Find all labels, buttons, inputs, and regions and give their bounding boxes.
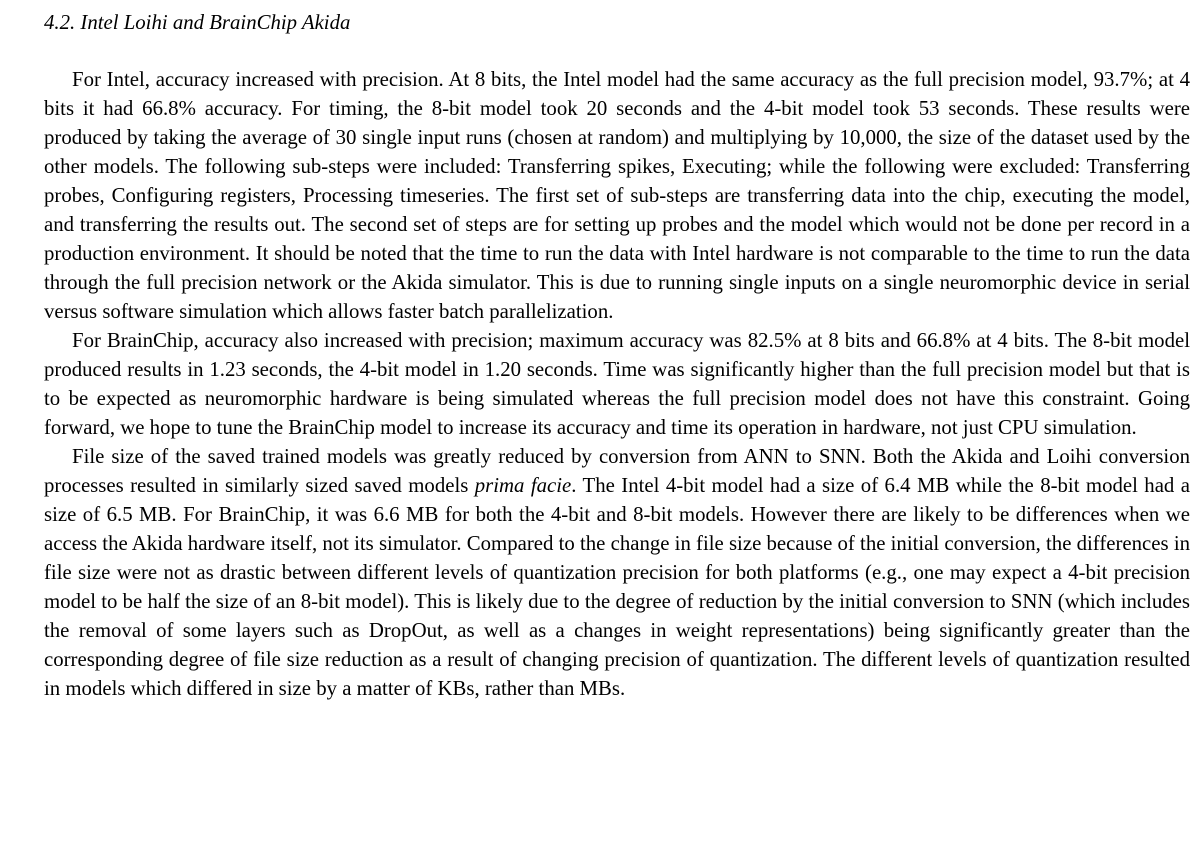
- paragraph-intel-results: For Intel, accuracy increased with precision. At 8 bits, the Intel model had the same accuracy as the full precision model, 93.7%; at 4 bits it had 66.8% accuracy. For timing, the 8-bit model took 20 seconds and the 4-bit model took 53 seconds. These results were produced by taking the average of 30 single input runs (chosen at random) and multiplying by 10,000, the size of the dataset used by the other models. The following sub-steps were included: Transferring spikes, Executing; while the following were excluded: Transferring probes, Configuring registers, Processing timeseries. The first set of sub-steps are transferring data into the chip, executing the model, and transferring the results out. The second set of steps are for setting up probes and the model which would not be done per record in a production environment. It should be noted that the time to run the data with Intel hardware is not comparable to the time to run the data through the full precision network or the Akida simulator. This is due to running single inputs on a single neuromorphic device in serial versus software simulation which allows faster batch parallelization.: [44, 68, 1190, 323]
- file-size-text-tail: . The Intel 4-bit model had a size of 6.4 MB while the 8-bit model had a size of 6.5 MB. For BrainChip, it was 6.6 MB for both the 4-bit and 8-bit models. However there are likely to be differences when we access the Akida hardware itself, not its simulator. Compared to the change in file size because of the initial conversion, the differences in file size were not as drastic between different levels of quantization precision for both platforms (e.g., one may expect a 4-bit precision model to be half the size of an 8-bit model). This is likely due to the degree of reduction by the initial conversion to SNN (which includes the removal of some layers such as DropOut, as well as a changes in weight representations) being significantly greater than the corresponding degree of file size reduction as a result of changing precision of quantization. The different levels of quantization resulted in models which differed in size by a matter of KBs, rather than MBs.: [44, 474, 1190, 700]
- prima-facie-phrase: prima facie: [474, 474, 572, 497]
- file-size-text-lead: File size of the saved trained models was greatly reduced by conversion from ANN to SNN. Both the Akida and Loihi conversion processes resulted in similarly sized saved models: [44, 445, 1190, 497]
- paragraph-file-size: [44, 442, 1190, 703]
- paragraph-brainchip-results: For BrainChip, accuracy also increased with precision; maximum accuracy was 82.5% at 8 bits and 66.8% at 4 bits. The 8-bit model produced results in 1.23 seconds, the 4-bit model in 1.20 seconds. Time was significantly higher than the full precision model but that is to be expected as neuromorphic hardware is being simulated whereas the full precision model does not have this constraint. Going forward, we hope to tune the BrainChip model to increase its accuracy and time its operation in hardware, not just CPU simulation.: [44, 329, 1190, 439]
- section-heading: 4.2. Intel Loihi and BrainChip Akida: [44, 11, 351, 34]
